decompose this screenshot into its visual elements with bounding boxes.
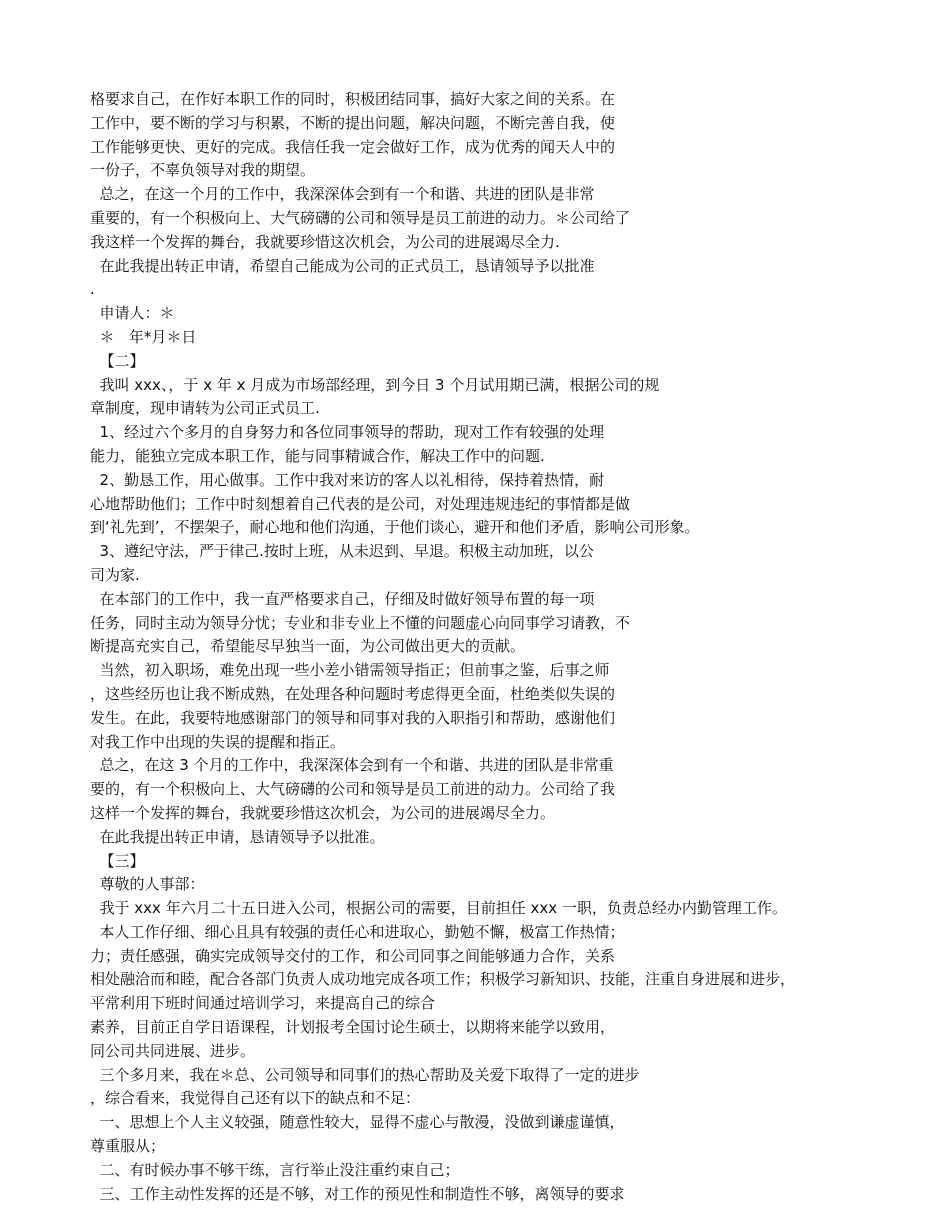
- text-line: 工作中，要不断的学习与积累，不断的提出问题，解决问题，不断完善自我，使: [90, 113, 616, 132]
- text-line: .: [90, 280, 95, 299]
- text-line: 我于 xxx 年六月二十五日进入公司，根据公司的需要，目前担任 xxx 一职，负责总经办内勤管理工作。: [90, 899, 787, 918]
- text-line: 2、勤恳工作，用心做事。工作中我对来访的客人以礼相待，保持着热情，耐: [90, 470, 605, 489]
- text-line: 对我工作中出现的失误的提醒和指正。: [90, 732, 346, 751]
- text-line: ，这些经历也让我不断成熟，在处理各种问题时考虑得更全面，杜绝类似失误的: [90, 684, 616, 703]
- text-line: 要的，有一个积极向上、大气磅礴的公司和领导是员工前进的动力。公司给了我: [90, 780, 616, 799]
- text-line: 我叫 xxx、，于 x 年 x 月成为市场部经理，到今日 3 个月试用期已满，根据公司的规: [90, 375, 660, 394]
- text-line: 在本部门的工作中，我一直严格要求自己，仔细及时做好领导布置的每一项: [90, 589, 595, 608]
- text-line: 一、思想上个人主义较强，随意性较大，显得不虚心与散漫，没做到谦虚谨慎，: [90, 1113, 625, 1132]
- text-line: 素养，目前正自学日语课程，计划报考全国讨论生硕士，以期将来能学以致用，: [90, 1018, 616, 1037]
- text-line: 同公司共同进展、进步。: [90, 1041, 256, 1060]
- text-line: 当然，初入职场，难免出现一些小差小错需领导指正；但前事之鉴，后事之师: [90, 661, 610, 680]
- text-line: 到‘礼先到’，不摆架子，耐心地和他们沟通，于他们谈心，避开和他们矛盾，影响公司形象。: [90, 518, 700, 537]
- text-line: ＊ 年*月＊日: [90, 327, 197, 346]
- text-line: 尊重服从；: [90, 1137, 166, 1156]
- text-line: 三、工作主动性发挥的还是不够，对工作的预见性和制造性不够，离领导的要求: [90, 1184, 625, 1203]
- text-line: 平常利用下班时间通过培训学习，来提高自己的综合: [90, 994, 436, 1013]
- text-line: 重要的，有一个积极向上、大气磅礴的公司和领导是员工前进的动力。＊公司给了: [90, 208, 631, 227]
- text-line: 在此我提出转正申请，希望自己能成为公司的正式员工，恳请领导予以批准: [90, 256, 595, 275]
- text-line: 申请人：＊: [90, 304, 175, 323]
- text-line: 3、遵纪守法，严于律己.按时上班，从未迟到、早退。积极主动加班，以公: [90, 542, 594, 561]
- text-line: 【三】: [90, 851, 145, 870]
- text-line: 三个多月来，我在＊总、公司领导和同事们的热心帮助及关爱下取得了一定的进步: [90, 1065, 640, 1084]
- text-line: 发生。在此，我要特地感谢部门的领导和同事对我的入职指引和帮助，感谢他们: [90, 708, 616, 727]
- text-line: 二、有时候办事不够干练，言行举止没注重约束自己；: [90, 1160, 460, 1179]
- text-line: 心地帮助他们；工作中时刻想着自己代表的是公司，对处理违规违纪的事情都是做: [90, 494, 631, 513]
- text-line: 总之，在这 3 个月的工作中，我深深体会到有一个和谐、共进的团队是非常重: [90, 756, 614, 775]
- text-line: 尊敬的人事部：: [90, 875, 205, 894]
- text-line: 力；责任感强，确实完成领导交付的工作，和公司同事之间能够通力合作，关系: [90, 946, 616, 965]
- text-line: 工作能够更快、更好的完成。我信任我一定会做好工作，成为优秀的闻天人中的: [90, 137, 616, 156]
- text-line: 本人工作仔细、细心且具有较强的责任心和进取心，勤勉不懈，极富工作热情；: [90, 922, 625, 941]
- text-line: ，综合看来，我觉得自己还有以下的缺点和不足：: [90, 1089, 421, 1108]
- text-line: 这样一个发挥的舞台，我就要珍惜这次机会，为公司的进展竭尽全力。: [90, 803, 556, 822]
- text-line: 司为家.: [90, 565, 140, 584]
- text-line: 【二】: [90, 351, 145, 370]
- text-line: 相处融洽而和睦，配合各部门负责人成功地完成各项工作；积极学习新知识、技能，注重自身进展和进步，: [90, 970, 796, 989]
- text-line: 在此我提出转正申请，恳请领导予以批准。: [90, 827, 385, 846]
- text-line: 能力，能独立完成本职工作，能与同事精诚合作，解决工作中的问题.: [90, 446, 545, 465]
- text-line: 总之，在这一个月的工作中，我深深体会到有一个和谐、共进的团队是非常: [90, 185, 595, 204]
- text-line: 我这样一个发挥的舞台，我就要珍惜这次机会，为公司的进展竭尽全力.: [90, 232, 560, 251]
- text-line: 任务，同时主动为领导分忧；专业和非专业上不懂的问题虚心向同事学习请教，不: [90, 613, 631, 632]
- text-line: 一份子，不辜负领导对我的期望。: [90, 161, 316, 180]
- text-line: 格要求自己，在作好本职工作的同时，积极团结同事，搞好大家之间的关系。在: [90, 90, 616, 108]
- text-line: 1、经过六个多月的自身努力和各位同事领导的帮助，现对工作有较强的处理: [90, 423, 605, 442]
- document-body: [90, 88, 930, 1206]
- text-line: 章制度，现申请转为公司正式员工.: [90, 399, 320, 418]
- text-line: 断提高充实自己，希望能尽早独当一面，为公司做出更大的贡献。: [90, 637, 526, 656]
